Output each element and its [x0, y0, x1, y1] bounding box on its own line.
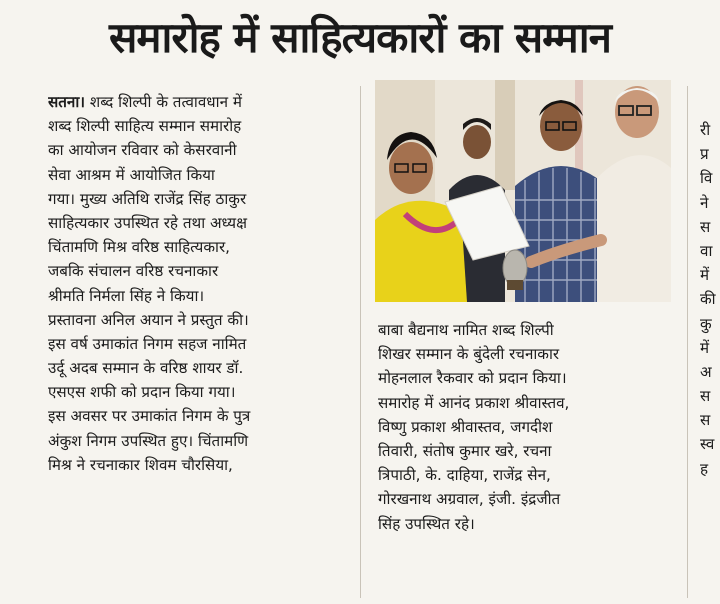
text-line: में — [700, 338, 710, 357]
text-line: शब्द शिल्पी साहित्य सम्मान समारोह — [48, 117, 242, 136]
text-line: एसएस शफी को प्रदान किया गया। — [48, 383, 236, 402]
ceremony-photo — [375, 80, 671, 302]
headline: समारोह में साहित्यकारों का सम्मान — [109, 13, 611, 62]
article-column-3-clipped — [700, 118, 720, 481]
article-column-2 — [378, 318, 674, 536]
text-line: मिश्र ने रचनाकार शिवम चौरसिया, — [48, 455, 233, 474]
column-divider — [687, 86, 688, 598]
text-line: त्रिपाठी, के. दाहिया, राजेंद्र सेन, — [378, 466, 551, 485]
text-line: स — [700, 411, 711, 430]
text-line: स्व — [700, 435, 715, 454]
text-line: ने — [700, 193, 709, 212]
text-line: री — [700, 121, 711, 139]
text-line: स — [700, 217, 711, 236]
text-line: ह — [700, 459, 709, 478]
text-line: स — [700, 387, 711, 406]
text-line: अ — [700, 362, 712, 381]
text-line: कु — [700, 314, 712, 333]
text-line: सिंह उपस्थित रहे। — [378, 514, 475, 533]
text-line: की — [700, 290, 716, 309]
text-line: जबकि संचालन वरिष्ठ रचनाकार — [48, 262, 219, 281]
text-line: वि — [700, 169, 713, 188]
text-line: सतना। शब्द शिल्पी के तत्वावधान में — [48, 93, 242, 111]
text-line: गया। मुख्य अतिथि राजेंद्र सिंह ठाकुर — [48, 189, 247, 208]
text-line: सेवा आश्रम में आयोजित किया — [48, 165, 215, 184]
text-line: वा — [700, 241, 713, 260]
text-line: इस अवसर पर उमाकांत निगम के पुत्र — [48, 407, 251, 426]
text-line: प्र — [700, 145, 709, 164]
column-divider — [360, 86, 361, 598]
text-line: शिखर सम्मान के बुंदेली रचनाकार — [378, 345, 560, 364]
article-column-1 — [48, 90, 348, 477]
text-line: उर्दू अदब सम्मान के वरिष्ठ शायर डॉ. — [48, 359, 244, 378]
text-line: प्रस्तावना अनिल अयान ने प्रस्तुत की। — [48, 310, 249, 329]
dateline: सतना। — [48, 93, 86, 111]
ceremony-photo-illustration — [375, 80, 671, 302]
text-line: साहित्यकार उपस्थित रहे तथा अध्यक्ष — [48, 213, 247, 232]
text-line: इस वर्ष उमाकांत निगम सहज नामित — [48, 334, 247, 353]
text-line: गोरखनाथ अग्रवाल, इंजी. इंद्रजीत — [378, 490, 561, 509]
text-line: अंकुश निगम उपस्थित हुए। चिंतामणि — [48, 431, 249, 450]
text-line: में — [700, 266, 710, 285]
text-line: चिंतामणि मिश्र वरिष्ठ साहित्यकार, — [48, 238, 230, 257]
text-line: श्रीमति निर्मला सिंह ने किया। — [48, 286, 205, 305]
text-line: का आयोजन रविवार को केसरवानी — [48, 141, 237, 160]
text-line: बाबा बैद्यनाथ नामित शब्द शिल्पी — [378, 321, 554, 339]
text-line: तिवारी, संतोष कुमार खरे, रचना — [378, 441, 552, 460]
text-line: समारोह में आनंद प्रकाश श्रीवास्तव, — [378, 393, 570, 412]
text-line: विष्णु प्रकाश श्रीवास्तव, जगदीश — [378, 417, 553, 436]
text-line: मोहनलाल रैकवार को प्रदान किया। — [378, 369, 567, 388]
